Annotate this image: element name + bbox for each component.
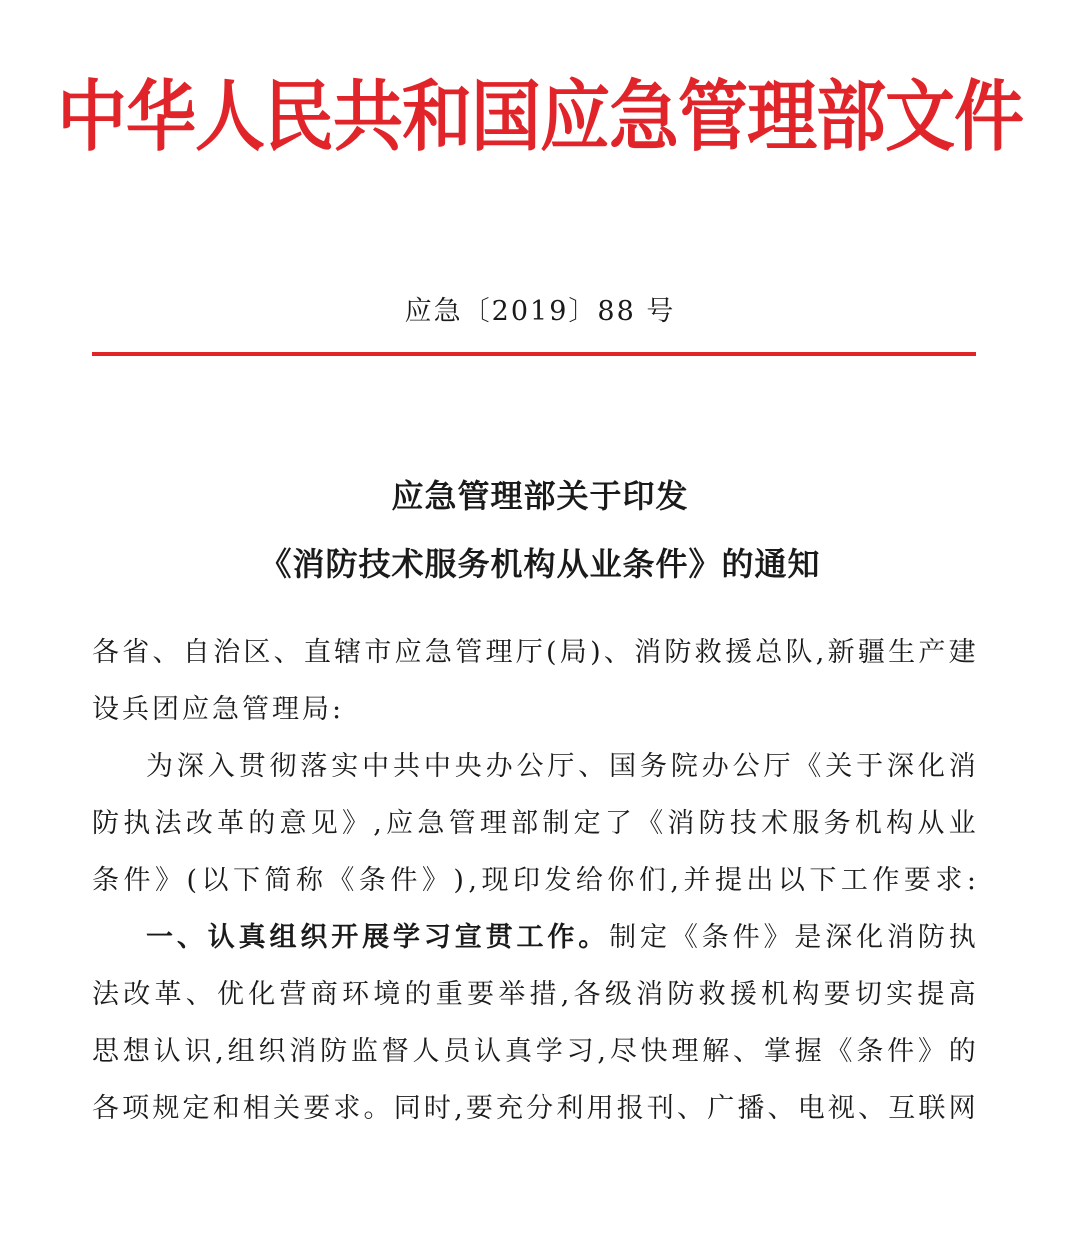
char: 握	[794, 1036, 822, 1067]
char: 刊	[646, 1093, 674, 1124]
char: 中	[423, 751, 451, 782]
char: 用	[586, 1093, 614, 1124]
char: 相	[242, 1093, 270, 1124]
char: 以	[777, 865, 805, 896]
char: 营	[279, 979, 307, 1010]
masthead-title: 中华人民共和国应急管理部文件	[57, 71, 1023, 163]
paragraph-1-line-2	[92, 804, 976, 844]
char: 务	[640, 751, 667, 782]
char: 制	[609, 922, 637, 953]
char: 务	[823, 808, 851, 839]
char: 、	[858, 1093, 886, 1124]
char: 要	[823, 979, 851, 1010]
char: 求	[935, 865, 963, 896]
char: 时	[423, 1093, 451, 1124]
char: 》	[917, 1036, 945, 1067]
char: 分	[526, 1093, 554, 1124]
char: 入	[207, 751, 235, 782]
char: 播	[737, 1093, 765, 1124]
char: 构	[886, 808, 914, 839]
char: 直	[303, 637, 331, 668]
paragraph-2-line-2	[92, 975, 976, 1015]
char: 充	[496, 1093, 523, 1124]
char: 下	[232, 865, 260, 896]
char: 厅	[763, 751, 791, 782]
char: 学	[393, 922, 420, 953]
char: 革	[154, 979, 182, 1010]
char: 一	[146, 922, 173, 953]
char: 贯	[485, 922, 513, 953]
char: 要	[303, 1093, 331, 1124]
char: 定	[182, 1093, 210, 1124]
char: 举	[498, 979, 526, 1010]
char: 条	[358, 865, 386, 896]
char: 从	[917, 808, 945, 839]
char: 、	[185, 979, 213, 1010]
char: 消	[667, 808, 695, 839]
char: 《	[670, 922, 698, 953]
char: 发	[544, 865, 572, 896]
char: 业	[948, 808, 976, 839]
char: 利	[556, 1093, 584, 1124]
char: 化	[917, 751, 945, 782]
char: 厅	[547, 751, 575, 782]
char: 治	[213, 637, 241, 668]
char: 理	[479, 808, 507, 839]
red-divider	[92, 352, 976, 356]
char: 识	[184, 1036, 212, 1067]
char: 快	[640, 1036, 668, 1067]
char: 实	[886, 979, 914, 1010]
char: 消	[948, 751, 976, 782]
char: 掌	[763, 1036, 791, 1067]
char: 。	[578, 922, 606, 953]
char: 改	[123, 979, 151, 1010]
char: 和	[212, 1093, 240, 1124]
char: 认	[474, 1036, 502, 1067]
char: 管	[448, 808, 476, 839]
char: 中	[362, 751, 390, 782]
char: 条	[701, 922, 729, 953]
document-number: 应急〔2019〕88 号	[404, 296, 676, 327]
char: 消	[636, 979, 664, 1010]
char: 》	[342, 808, 369, 839]
char: 法	[154, 808, 182, 839]
char: 辖	[334, 637, 362, 668]
char: 建	[948, 637, 976, 668]
char: 重	[435, 979, 463, 1010]
char: 化	[248, 979, 276, 1010]
char: )	[590, 637, 601, 668]
char: 彻	[269, 751, 297, 782]
char: 的	[248, 808, 276, 839]
char: 落	[300, 751, 328, 782]
char: 现	[481, 865, 509, 896]
char: :	[966, 865, 976, 896]
char: 为	[146, 751, 173, 782]
char: 消	[289, 1036, 317, 1067]
char: 同	[393, 1093, 421, 1124]
char: 联	[918, 1093, 946, 1124]
char: 《	[327, 865, 355, 896]
char: 》	[421, 865, 449, 896]
char: 、	[578, 751, 606, 782]
char: 你	[607, 865, 635, 896]
char: 下	[809, 865, 837, 896]
char: 要	[467, 979, 494, 1010]
char: 件	[123, 865, 151, 896]
char: 办	[701, 751, 729, 782]
char: 化	[856, 922, 884, 953]
paragraph-2-line-1	[146, 918, 976, 958]
char: 要	[903, 865, 931, 896]
char: 商	[310, 979, 338, 1010]
char: 并	[683, 865, 711, 896]
char: 防	[698, 808, 726, 839]
char: 组	[269, 922, 297, 953]
char: 机	[854, 808, 882, 839]
char: 项	[122, 1093, 150, 1124]
char: 革	[217, 808, 244, 839]
char: 执	[123, 808, 151, 839]
char: ,	[468, 865, 477, 896]
char: 生	[888, 637, 916, 668]
char: 真	[238, 922, 266, 953]
char: 急	[424, 637, 452, 668]
char: 措	[529, 979, 557, 1010]
char: 消	[887, 922, 914, 953]
char: 视	[827, 1093, 855, 1124]
char: 疆	[857, 637, 885, 668]
char: 《	[825, 1036, 853, 1067]
char: 法	[92, 979, 119, 1010]
char: 国	[609, 751, 637, 782]
char: 关	[273, 1093, 301, 1124]
char: 消	[634, 637, 662, 668]
char: 关	[825, 751, 853, 782]
char: 想	[122, 1036, 150, 1067]
char: 作	[872, 865, 900, 896]
char: 院	[670, 751, 698, 782]
char: 局	[559, 637, 587, 668]
char: 认	[153, 1036, 181, 1067]
char: 称	[295, 865, 323, 896]
char: 电	[797, 1093, 825, 1124]
paragraph-2-line-3	[92, 1032, 976, 1072]
char: 服	[792, 808, 820, 839]
char: ,	[560, 979, 570, 1010]
char: 、	[273, 637, 301, 668]
char: 提	[714, 865, 742, 896]
char: 作	[547, 922, 575, 953]
char: ,	[597, 1036, 606, 1067]
char: 工	[840, 865, 868, 896]
char: 省	[122, 637, 150, 668]
char: (	[545, 637, 557, 668]
char: 要	[465, 1093, 493, 1124]
char: 部	[511, 808, 539, 839]
char: 援	[724, 637, 752, 668]
char: 提	[917, 979, 945, 1010]
char: 以	[201, 865, 229, 896]
char: 监	[350, 1036, 378, 1067]
char: 网	[948, 1093, 976, 1124]
char: 的	[404, 979, 432, 1010]
char: 、	[677, 1093, 705, 1124]
char: 宣	[454, 922, 482, 953]
char: 构	[792, 979, 820, 1010]
char: 《	[636, 808, 664, 839]
char: 习	[423, 922, 451, 953]
char: 们	[638, 865, 666, 896]
char: 高	[948, 979, 976, 1010]
char: 、	[176, 922, 204, 953]
char: 各	[573, 979, 601, 1010]
char: 急	[417, 808, 445, 839]
char: 了	[604, 808, 632, 839]
addressee-line-1	[92, 633, 976, 673]
char: 救	[694, 637, 722, 668]
char: 公	[516, 751, 544, 782]
char: 援	[729, 979, 757, 1010]
char: 防	[917, 922, 945, 953]
char: 制	[542, 808, 570, 839]
char: 深	[825, 922, 853, 953]
char: 深	[176, 751, 204, 782]
char: 切	[854, 979, 882, 1010]
paragraph-1-line-1	[146, 747, 976, 787]
char: 自	[182, 637, 210, 668]
char: 术	[761, 808, 789, 839]
char: 应	[394, 637, 422, 668]
char: 出	[746, 865, 774, 896]
char: 、	[152, 637, 180, 668]
char: 产	[918, 637, 946, 668]
char: )	[453, 865, 464, 896]
char: 防	[320, 1036, 348, 1067]
char: 件	[887, 1036, 915, 1067]
char: 条	[92, 865, 119, 896]
char: 简	[264, 865, 292, 896]
char: 真	[504, 1036, 532, 1067]
char: 《	[794, 751, 822, 782]
char: 总	[755, 637, 783, 668]
char: 是	[794, 922, 822, 953]
char: ,	[215, 1036, 224, 1067]
char: 市	[364, 637, 392, 668]
char: 、	[733, 1036, 761, 1067]
char: 改	[185, 808, 213, 839]
char: 应	[386, 808, 414, 839]
char: ,	[373, 808, 382, 839]
char: 思	[92, 1036, 119, 1067]
char: 实	[331, 751, 359, 782]
char: 防	[664, 637, 692, 668]
char: 广	[707, 1093, 735, 1124]
char: 印	[512, 865, 540, 896]
char: 环	[342, 979, 369, 1010]
char: 》	[763, 922, 791, 953]
char: 人	[412, 1036, 440, 1067]
char: 机	[761, 979, 789, 1010]
addressee-text: 设兵团应急管理局:	[92, 694, 345, 725]
char: ,	[815, 637, 825, 668]
char: 新	[827, 637, 855, 668]
char: 互	[888, 1093, 916, 1124]
char: 、	[767, 1093, 795, 1124]
char: 深	[887, 751, 914, 782]
paragraph-1-line-3	[92, 861, 976, 901]
addressee-line-2	[92, 690, 976, 730]
char: 优	[217, 979, 244, 1010]
char: 给	[575, 865, 603, 896]
char: 》	[154, 865, 182, 896]
char: 报	[616, 1093, 644, 1124]
char: 解	[702, 1036, 730, 1067]
notice-title-line-2: 《消防技术服务机构从业条件》的通知	[259, 545, 821, 583]
char: 、	[603, 637, 631, 668]
char: 于	[856, 751, 884, 782]
char: 厅	[515, 637, 543, 668]
char: 救	[698, 979, 726, 1010]
char: 区	[243, 637, 271, 668]
char: 共	[393, 751, 420, 782]
char: 件	[390, 865, 418, 896]
char: 防	[92, 808, 119, 839]
char: (	[186, 865, 197, 896]
char: 规	[152, 1093, 180, 1124]
char: 防	[667, 979, 695, 1010]
char: 工	[516, 922, 544, 953]
char: ,	[454, 1093, 463, 1124]
char: 条	[856, 1036, 884, 1067]
char: 求	[333, 1093, 361, 1124]
notice-title-line-1: 应急管理部关于印发	[391, 477, 689, 515]
char: 组	[227, 1036, 255, 1067]
char: 员	[443, 1036, 471, 1067]
char: 执	[948, 922, 976, 953]
char: 学	[535, 1036, 563, 1067]
char: 理	[671, 1036, 699, 1067]
char: 贯	[238, 751, 266, 782]
char: 定	[640, 922, 667, 953]
paragraph-2-line-4	[92, 1089, 976, 1129]
char: 理	[485, 637, 513, 668]
char: 见	[310, 808, 338, 839]
char: 队	[785, 637, 813, 668]
char: 认	[207, 922, 235, 953]
char: 习	[566, 1036, 594, 1067]
char: 意	[279, 808, 307, 839]
char: 管	[455, 637, 483, 668]
char: 技	[729, 808, 757, 839]
char: 办	[485, 751, 513, 782]
char: 定	[573, 808, 601, 839]
char: 各	[92, 1093, 119, 1124]
char: 。	[363, 1093, 391, 1124]
char: 的	[948, 1036, 976, 1067]
char: 织	[258, 1036, 286, 1067]
char: 境	[373, 979, 401, 1010]
char: 尽	[609, 1036, 637, 1067]
char: 开	[331, 922, 359, 953]
char: 公	[732, 751, 760, 782]
char: 展	[362, 922, 390, 953]
char: 级	[604, 979, 632, 1010]
char: 织	[300, 922, 328, 953]
char: 督	[381, 1036, 409, 1067]
char: 央	[454, 751, 482, 782]
char: 件	[732, 922, 760, 953]
char: 各	[92, 637, 119, 668]
char: ,	[670, 865, 679, 896]
